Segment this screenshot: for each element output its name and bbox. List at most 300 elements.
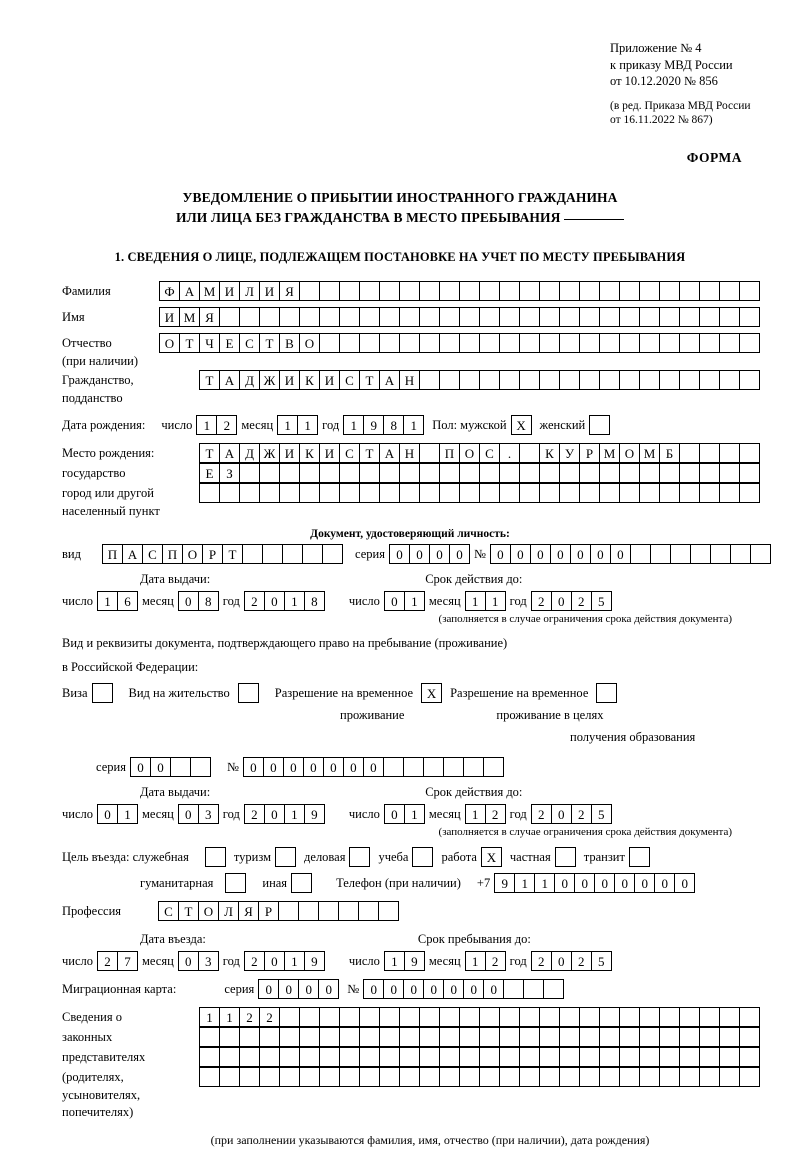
permit-valid-day-cells[interactable] <box>384 804 425 824</box>
name-cell-5[interactable] <box>239 307 260 327</box>
purpose-other-checkbox[interactable] <box>291 873 312 893</box>
doc-number-cell-12[interactable] <box>710 544 731 564</box>
legal-1-cell-6[interactable] <box>299 1007 320 1027</box>
surname-cell-13[interactable] <box>399 281 420 301</box>
legal-4-cell-6[interactable] <box>299 1067 320 1087</box>
legal-3-cell-11[interactable] <box>399 1047 420 1067</box>
birthplace-3-cell-26[interactable] <box>699 483 720 503</box>
legal-2-cell-8[interactable] <box>339 1027 360 1047</box>
birthplace-2-cell-12[interactable] <box>419 463 440 483</box>
purpose-humanitarian-checkbox[interactable] <box>225 873 246 893</box>
birthplace-2-cell-16[interactable] <box>499 463 520 483</box>
surname-cell-8[interactable] <box>299 281 320 301</box>
birthplace-1-cell-22[interactable]: О <box>619 443 640 463</box>
legal-4-cell-28[interactable] <box>739 1067 760 1087</box>
patronymic-cell-6[interactable]: Т <box>259 333 280 353</box>
birthplace-2-cell-23[interactable] <box>639 463 660 483</box>
legal-3-cell-9[interactable] <box>359 1047 380 1067</box>
legal-3-cell-19[interactable] <box>559 1047 580 1067</box>
purpose-private-checkbox[interactable] <box>555 847 576 867</box>
legal-1-cell-7[interactable] <box>319 1007 340 1027</box>
birthplace-2-cell-24[interactable] <box>659 463 680 483</box>
migration-number-cell-4[interactable]: 0 <box>423 979 444 999</box>
legal-4-cell-9[interactable] <box>359 1067 380 1087</box>
birthplace-2-cell-17[interactable] <box>519 463 540 483</box>
name-cell-30[interactable] <box>739 307 760 327</box>
legal-2-cell-18[interactable] <box>539 1027 560 1047</box>
birthplace-2-cell-3[interactable] <box>239 463 260 483</box>
migration-series-cell-3[interactable]: 0 <box>298 979 319 999</box>
birth-year-cells[interactable] <box>343 415 424 435</box>
birthplace-3-cell-2[interactable] <box>219 483 240 503</box>
permit-valid-year-cell-2[interactable]: 0 <box>551 804 572 824</box>
name-cell-8[interactable] <box>299 307 320 327</box>
doc-issue-year-cell-1[interactable]: 2 <box>244 591 265 611</box>
birth-year-cell-3[interactable]: 8 <box>383 415 404 435</box>
name-cell-18[interactable] <box>499 307 520 327</box>
name-cell-17[interactable] <box>479 307 500 327</box>
birthplace-1-cell-5[interactable]: И <box>279 443 300 463</box>
legal-3-cell-20[interactable] <box>579 1047 600 1067</box>
residence-permit-checkbox[interactable] <box>238 683 259 703</box>
sex-male-checkbox[interactable]: Х <box>511 415 532 435</box>
doc-issue-day-cell-1[interactable]: 1 <box>97 591 118 611</box>
birthplace-2-cell-14[interactable] <box>459 463 480 483</box>
purpose-business-checkbox[interactable] <box>349 847 370 867</box>
surname-cell-10[interactable] <box>339 281 360 301</box>
legal-2-cell-2[interactable] <box>219 1027 240 1047</box>
legal-2-cell-3[interactable] <box>239 1027 260 1047</box>
birthplace-2-cell-19[interactable] <box>559 463 580 483</box>
birthplace-1-cell-11[interactable]: Н <box>399 443 420 463</box>
surname-cell-7[interactable]: Я <box>279 281 300 301</box>
legal-2-cell-26[interactable] <box>699 1027 720 1047</box>
name-cell-20[interactable] <box>539 307 560 327</box>
entry-year-cells[interactable] <box>244 951 325 971</box>
birthplace-3-cell-8[interactable] <box>339 483 360 503</box>
permit-valid-year-cells[interactable] <box>531 804 612 824</box>
phone-cell-4[interactable]: 0 <box>554 873 575 893</box>
doc-kind-cell-4[interactable]: П <box>162 544 183 564</box>
citizenship-cell-10[interactable]: А <box>379 370 400 390</box>
doc-series-cells[interactable] <box>389 544 470 564</box>
profession-cell-12[interactable] <box>378 901 399 921</box>
legal-2-cell-13[interactable] <box>439 1027 460 1047</box>
name-cell-11[interactable] <box>359 307 380 327</box>
citizenship-cell-7[interactable]: И <box>319 370 340 390</box>
citizenship-cell-5[interactable]: И <box>279 370 300 390</box>
legal-3-cell-22[interactable] <box>619 1047 640 1067</box>
doc-valid-year-cell-1[interactable]: 2 <box>531 591 552 611</box>
legal-3-cell-1[interactable] <box>199 1047 220 1067</box>
birthplace-2-cell-15[interactable] <box>479 463 500 483</box>
legal-row4-cells[interactable] <box>199 1067 760 1087</box>
entry-day-cell-2[interactable]: 7 <box>117 951 138 971</box>
citizenship-cell-15[interactable] <box>479 370 500 390</box>
citizenship-cell-28[interactable] <box>739 370 760 390</box>
legal-1-cell-23[interactable] <box>639 1007 660 1027</box>
birth-day-cell-2[interactable]: 2 <box>216 415 237 435</box>
legal-4-cell-26[interactable] <box>699 1067 720 1087</box>
birthplace-2-cell-22[interactable] <box>619 463 640 483</box>
legal-2-cell-12[interactable] <box>419 1027 440 1047</box>
legal-3-cell-13[interactable] <box>439 1047 460 1067</box>
legal-1-cell-12[interactable] <box>419 1007 440 1027</box>
legal-2-cell-25[interactable] <box>679 1027 700 1047</box>
legal-1-cell-19[interactable] <box>559 1007 580 1027</box>
legal-1-cell-11[interactable] <box>399 1007 420 1027</box>
birthplace-2-cell-21[interactable] <box>599 463 620 483</box>
legal-4-cell-14[interactable] <box>459 1067 480 1087</box>
legal-4-cell-4[interactable] <box>259 1067 280 1087</box>
permit-valid-month-cells[interactable] <box>465 804 506 824</box>
migration-number-cell-9[interactable] <box>523 979 544 999</box>
citizenship-cell-22[interactable] <box>619 370 640 390</box>
permit-number-cell-10[interactable] <box>423 757 444 777</box>
surname-cell-16[interactable] <box>459 281 480 301</box>
permit-issue-year-cell-4[interactable]: 9 <box>304 804 325 824</box>
legal-4-cell-27[interactable] <box>719 1067 740 1087</box>
doc-series-cell-3[interactable]: 0 <box>429 544 450 564</box>
legal-1-cell-17[interactable] <box>519 1007 540 1027</box>
legal-2-cell-9[interactable] <box>359 1027 380 1047</box>
profession-cell-4[interactable]: Л <box>218 901 239 921</box>
doc-issue-year-cells[interactable] <box>244 591 325 611</box>
legal-4-cell-11[interactable] <box>399 1067 420 1087</box>
name-cell-13[interactable] <box>399 307 420 327</box>
doc-number-cell-2[interactable]: 0 <box>510 544 531 564</box>
birthplace-1-cell-21[interactable]: М <box>599 443 620 463</box>
name-cell-21[interactable] <box>559 307 580 327</box>
migration-number-cell-10[interactable] <box>543 979 564 999</box>
purpose-service-checkbox[interactable] <box>205 847 226 867</box>
doc-number-cell-10[interactable] <box>670 544 691 564</box>
birthplace-3-cell-14[interactable] <box>459 483 480 503</box>
doc-number-cell-3[interactable]: 0 <box>530 544 551 564</box>
patronymic-cell-28[interactable] <box>699 333 720 353</box>
surname-cell-12[interactable] <box>379 281 400 301</box>
doc-kind-cell-6[interactable]: Р <box>202 544 223 564</box>
profession-cell-3[interactable]: О <box>198 901 219 921</box>
permit-series-cell-4[interactable] <box>190 757 211 777</box>
citizenship-cells[interactable] <box>199 370 760 390</box>
legal-1-cell-2[interactable]: 1 <box>219 1007 240 1027</box>
citizenship-cell-12[interactable] <box>419 370 440 390</box>
permit-issue-year-cell-1[interactable]: 2 <box>244 804 265 824</box>
stay-year-cells[interactable] <box>531 951 612 971</box>
patronymic-cell-4[interactable]: Е <box>219 333 240 353</box>
legal-1-cell-5[interactable] <box>279 1007 300 1027</box>
birthplace-3-cell-25[interactable] <box>679 483 700 503</box>
birthplace-2-cell-1[interactable]: Е <box>199 463 220 483</box>
patronymic-cell-14[interactable] <box>419 333 440 353</box>
stay-month-cell-2[interactable]: 2 <box>485 951 506 971</box>
legal-1-cell-13[interactable] <box>439 1007 460 1027</box>
doc-kind-cell-1[interactable]: П <box>102 544 123 564</box>
legal-1-cell-14[interactable] <box>459 1007 480 1027</box>
permit-number-cell-4[interactable]: 0 <box>303 757 324 777</box>
legal-2-cell-19[interactable] <box>559 1027 580 1047</box>
citizenship-cell-19[interactable] <box>559 370 580 390</box>
surname-cell-24[interactable] <box>619 281 640 301</box>
legal-3-cell-14[interactable] <box>459 1047 480 1067</box>
permit-number-cell-12[interactable] <box>463 757 484 777</box>
name-cell-6[interactable] <box>259 307 280 327</box>
permit-number-cell-13[interactable] <box>483 757 504 777</box>
birthplace-1-cell-1[interactable]: Т <box>199 443 220 463</box>
permit-number-cell-7[interactable]: 0 <box>363 757 384 777</box>
phone-cell-6[interactable]: 0 <box>594 873 615 893</box>
birthplace-3-cell-15[interactable] <box>479 483 500 503</box>
legal-2-cell-17[interactable] <box>519 1027 540 1047</box>
legal-2-cell-28[interactable] <box>739 1027 760 1047</box>
doc-number-cell-8[interactable] <box>630 544 651 564</box>
legal-3-cell-18[interactable] <box>539 1047 560 1067</box>
migration-number-cell-5[interactable]: 0 <box>443 979 464 999</box>
patronymic-cell-24[interactable] <box>619 333 640 353</box>
name-cell-29[interactable] <box>719 307 740 327</box>
patronymic-cell-30[interactable] <box>739 333 760 353</box>
permit-issue-month-cells[interactable] <box>178 804 219 824</box>
birthplace-1-cell-12[interactable] <box>419 443 440 463</box>
purpose-tourism-checkbox[interactable] <box>275 847 296 867</box>
visa-checkbox[interactable] <box>92 683 113 703</box>
legal-2-cell-16[interactable] <box>499 1027 520 1047</box>
birthplace-2-cell-9[interactable] <box>359 463 380 483</box>
legal-1-cell-27[interactable] <box>719 1007 740 1027</box>
patronymic-cells[interactable] <box>159 333 760 353</box>
name-cell-3[interactable]: Я <box>199 307 220 327</box>
name-cell-7[interactable] <box>279 307 300 327</box>
name-cell-26[interactable] <box>659 307 680 327</box>
legal-2-cell-4[interactable] <box>259 1027 280 1047</box>
permit-issue-day-cell-2[interactable]: 1 <box>117 804 138 824</box>
patronymic-cell-7[interactable]: В <box>279 333 300 353</box>
permit-valid-year-cell-1[interactable]: 2 <box>531 804 552 824</box>
patronymic-cell-22[interactable] <box>579 333 600 353</box>
entry-year-cell-3[interactable]: 1 <box>284 951 305 971</box>
patronymic-cell-13[interactable] <box>399 333 420 353</box>
name-cell-23[interactable] <box>599 307 620 327</box>
legal-2-cell-1[interactable] <box>199 1027 220 1047</box>
birthplace-2-cell-20[interactable] <box>579 463 600 483</box>
surname-cell-3[interactable]: М <box>199 281 220 301</box>
doc-number-cell-6[interactable]: 0 <box>590 544 611 564</box>
surname-cell-23[interactable] <box>599 281 620 301</box>
legal-2-cell-10[interactable] <box>379 1027 400 1047</box>
name-cell-2[interactable]: М <box>179 307 200 327</box>
legal-1-cell-3[interactable]: 2 <box>239 1007 260 1027</box>
birthplace-row1-cells[interactable] <box>199 443 760 463</box>
doc-valid-year-cells[interactable] <box>531 591 612 611</box>
birth-month-cell-2[interactable]: 1 <box>297 415 318 435</box>
birthplace-3-cell-20[interactable] <box>579 483 600 503</box>
birthplace-2-cell-4[interactable] <box>259 463 280 483</box>
birthplace-2-cell-5[interactable] <box>279 463 300 483</box>
migration-number-cell-8[interactable] <box>503 979 524 999</box>
birthplace-1-cell-17[interactable] <box>519 443 540 463</box>
patronymic-cell-1[interactable]: О <box>159 333 180 353</box>
birthplace-3-cell-28[interactable] <box>739 483 760 503</box>
birthplace-row2-cells[interactable] <box>199 463 760 483</box>
phone-cell-2[interactable]: 1 <box>514 873 535 893</box>
doc-valid-day-cell-2[interactable]: 1 <box>404 591 425 611</box>
surname-cell-26[interactable] <box>659 281 680 301</box>
permit-issue-year-cell-2[interactable]: 0 <box>264 804 285 824</box>
patronymic-cell-26[interactable] <box>659 333 680 353</box>
citizenship-cell-4[interactable]: Ж <box>259 370 280 390</box>
surname-cells[interactable] <box>159 281 760 301</box>
patronymic-cell-25[interactable] <box>639 333 660 353</box>
entry-month-cell-2[interactable]: 3 <box>198 951 219 971</box>
name-cell-15[interactable] <box>439 307 460 327</box>
birthplace-row3-cells[interactable] <box>199 483 760 503</box>
birthplace-1-cell-24[interactable]: Б <box>659 443 680 463</box>
legal-3-cell-17[interactable] <box>519 1047 540 1067</box>
citizenship-cell-3[interactable]: Д <box>239 370 260 390</box>
birthplace-2-cell-2[interactable]: З <box>219 463 240 483</box>
doc-number-cell-7[interactable]: 0 <box>610 544 631 564</box>
birth-month-cell-1[interactable]: 1 <box>277 415 298 435</box>
legal-row2-cells[interactable] <box>199 1027 760 1047</box>
profession-cell-9[interactable] <box>318 901 339 921</box>
doc-kind-cells[interactable] <box>102 544 343 564</box>
legal-4-cell-15[interactable] <box>479 1067 500 1087</box>
legal-4-cell-19[interactable] <box>559 1067 580 1087</box>
legal-4-cell-8[interactable] <box>339 1067 360 1087</box>
birthplace-3-cell-16[interactable] <box>499 483 520 503</box>
legal-3-cell-28[interactable] <box>739 1047 760 1067</box>
migration-number-cell-6[interactable]: 0 <box>463 979 484 999</box>
birthplace-3-cell-19[interactable] <box>559 483 580 503</box>
citizenship-cell-9[interactable]: Т <box>359 370 380 390</box>
name-cell-14[interactable] <box>419 307 440 327</box>
phone-cells[interactable] <box>494 873 695 893</box>
birthplace-1-cell-15[interactable]: С <box>479 443 500 463</box>
migration-series-cell-4[interactable]: 0 <box>318 979 339 999</box>
doc-number-cell-14[interactable] <box>750 544 771 564</box>
legal-4-cell-5[interactable] <box>279 1067 300 1087</box>
permit-number-cell-5[interactable]: 0 <box>323 757 344 777</box>
legal-1-cell-9[interactable] <box>359 1007 380 1027</box>
citizenship-cell-24[interactable] <box>659 370 680 390</box>
permit-issue-month-cell-2[interactable]: 3 <box>198 804 219 824</box>
entry-month-cell-1[interactable]: 0 <box>178 951 199 971</box>
legal-1-cell-28[interactable] <box>739 1007 760 1027</box>
entry-day-cells[interactable] <box>97 951 138 971</box>
legal-3-cell-5[interactable] <box>279 1047 300 1067</box>
permit-number-cell-9[interactable] <box>403 757 424 777</box>
profession-cell-2[interactable]: Т <box>178 901 199 921</box>
profession-cell-5[interactable]: Я <box>238 901 259 921</box>
doc-series-cell-1[interactable]: 0 <box>389 544 410 564</box>
permit-number-cell-3[interactable]: 0 <box>283 757 304 777</box>
legal-4-cell-1[interactable] <box>199 1067 220 1087</box>
legal-2-cell-22[interactable] <box>619 1027 640 1047</box>
birthplace-3-cell-18[interactable] <box>539 483 560 503</box>
legal-3-cell-6[interactable] <box>299 1047 320 1067</box>
birthplace-1-cell-14[interactable]: О <box>459 443 480 463</box>
permit-series-cells[interactable] <box>130 757 211 777</box>
surname-cell-6[interactable]: И <box>259 281 280 301</box>
legal-4-cell-13[interactable] <box>439 1067 460 1087</box>
permit-issue-month-cell-1[interactable]: 0 <box>178 804 199 824</box>
birthplace-3-cell-17[interactable] <box>519 483 540 503</box>
doc-number-cell-11[interactable] <box>690 544 711 564</box>
birthplace-1-cell-26[interactable] <box>699 443 720 463</box>
legal-3-cell-12[interactable] <box>419 1047 440 1067</box>
migration-series-cell-1[interactable]: 0 <box>258 979 279 999</box>
profession-cell-6[interactable]: Р <box>258 901 279 921</box>
birthplace-3-cell-22[interactable] <box>619 483 640 503</box>
patronymic-cell-20[interactable] <box>539 333 560 353</box>
legal-4-cell-22[interactable] <box>619 1067 640 1087</box>
legal-1-cell-26[interactable] <box>699 1007 720 1027</box>
entry-year-cell-4[interactable]: 9 <box>304 951 325 971</box>
stay-year-cell-2[interactable]: 0 <box>551 951 572 971</box>
doc-number-cell-9[interactable] <box>650 544 671 564</box>
legal-1-cell-22[interactable] <box>619 1007 640 1027</box>
birthplace-1-cell-2[interactable]: А <box>219 443 240 463</box>
name-cell-10[interactable] <box>339 307 360 327</box>
permit-issue-day-cells[interactable] <box>97 804 138 824</box>
permit-series-cell-1[interactable]: 0 <box>130 757 151 777</box>
name-cell-12[interactable] <box>379 307 400 327</box>
patronymic-cell-5[interactable]: С <box>239 333 260 353</box>
patronymic-cell-8[interactable]: О <box>299 333 320 353</box>
stay-year-cell-1[interactable]: 2 <box>531 951 552 971</box>
name-cell-22[interactable] <box>579 307 600 327</box>
entry-year-cell-1[interactable]: 2 <box>244 951 265 971</box>
citizenship-cell-20[interactable] <box>579 370 600 390</box>
birthplace-2-cell-27[interactable] <box>719 463 740 483</box>
legal-2-cell-14[interactable] <box>459 1027 480 1047</box>
citizenship-cell-25[interactable] <box>679 370 700 390</box>
patronymic-cell-23[interactable] <box>599 333 620 353</box>
patronymic-cell-12[interactable] <box>379 333 400 353</box>
doc-kind-cell-11[interactable] <box>302 544 323 564</box>
doc-valid-month-cells[interactable] <box>465 591 506 611</box>
legal-2-cell-6[interactable] <box>299 1027 320 1047</box>
permit-valid-day-cell-1[interactable]: 0 <box>384 804 405 824</box>
permit-issue-year-cells[interactable] <box>244 804 325 824</box>
legal-1-cell-24[interactable] <box>659 1007 680 1027</box>
birthplace-3-cell-23[interactable] <box>639 483 660 503</box>
legal-1-cell-1[interactable]: 1 <box>199 1007 220 1027</box>
birthplace-3-cell-13[interactable] <box>439 483 460 503</box>
birthplace-2-cell-18[interactable] <box>539 463 560 483</box>
legal-4-cell-18[interactable] <box>539 1067 560 1087</box>
birthplace-3-cell-1[interactable] <box>199 483 220 503</box>
doc-kind-cell-9[interactable] <box>262 544 283 564</box>
legal-2-cell-27[interactable] <box>719 1027 740 1047</box>
birthplace-3-cell-4[interactable] <box>259 483 280 503</box>
birth-day-cell-1[interactable]: 1 <box>196 415 217 435</box>
birthplace-2-cell-13[interactable] <box>439 463 460 483</box>
surname-cell-5[interactable]: Л <box>239 281 260 301</box>
doc-issue-month-cell-1[interactable]: 0 <box>178 591 199 611</box>
stay-day-cell-2[interactable]: 9 <box>404 951 425 971</box>
profession-cell-10[interactable] <box>338 901 359 921</box>
legal-4-cell-17[interactable] <box>519 1067 540 1087</box>
surname-cell-21[interactable] <box>559 281 580 301</box>
permit-valid-month-cell-2[interactable]: 2 <box>485 804 506 824</box>
surname-cell-19[interactable] <box>519 281 540 301</box>
birthplace-1-cell-13[interactable]: П <box>439 443 460 463</box>
patronymic-cell-18[interactable] <box>499 333 520 353</box>
doc-issue-day-cells[interactable] <box>97 591 138 611</box>
surname-cell-28[interactable] <box>699 281 720 301</box>
